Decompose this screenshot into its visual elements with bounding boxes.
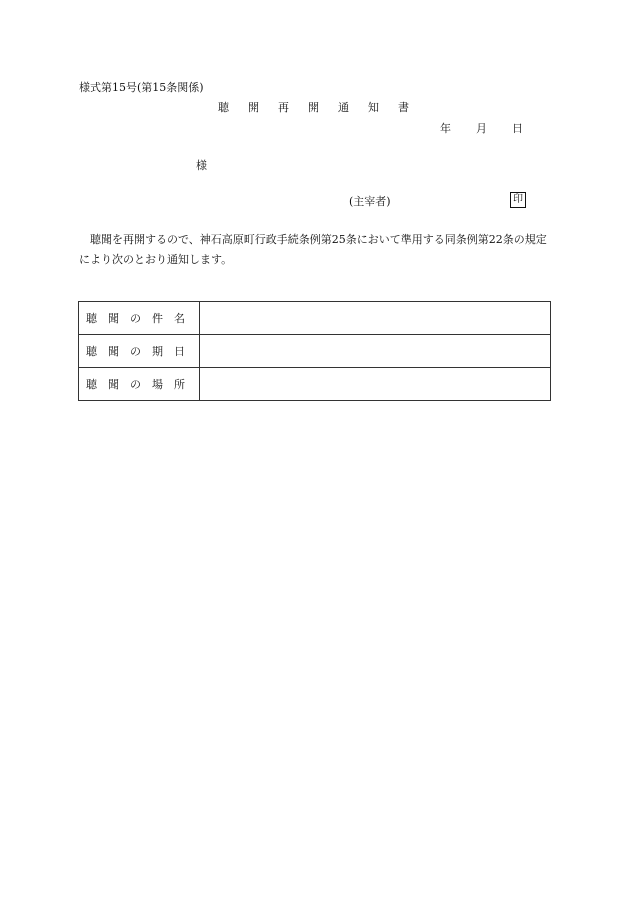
date-month: 月 [476,122,487,135]
table-row [79,335,551,368]
row-label-place: 聴 聞 の 場 所 [79,368,200,401]
row-label-date: 聴 聞 の 期 日 [79,335,200,368]
document-title [218,99,428,115]
organizer-label: (主宰者) [349,195,391,208]
table-row [79,302,551,335]
title-char: 書 [398,101,409,114]
title-char: 再 [278,101,289,114]
row-label-case-name: 聴 聞 の 件 名 [79,302,200,335]
date-line [440,120,548,136]
body-text: 聴聞を再開するので、神石高原町行政手続条例第25条において準用する同条例第22条の規定により次のとおり通知します。 [79,233,547,266]
title-char: 聴 [218,101,229,114]
row-value-date [200,335,551,368]
hearing-info-table [78,301,551,401]
table-row [79,368,551,401]
title-char: 通 [338,101,349,114]
form-number: 様式第15号(第15条関係) [79,81,204,94]
seal-mark: 印 [510,192,526,208]
row-value-place [200,368,551,401]
title-char: 開 [248,101,259,114]
date-year: 年 [440,122,451,135]
row-value-case-name [200,302,551,335]
date-day: 日 [512,122,523,135]
addressee-suffix: 様 [196,159,207,172]
title-char: 知 [368,101,379,114]
title-char: 開 [308,101,319,114]
